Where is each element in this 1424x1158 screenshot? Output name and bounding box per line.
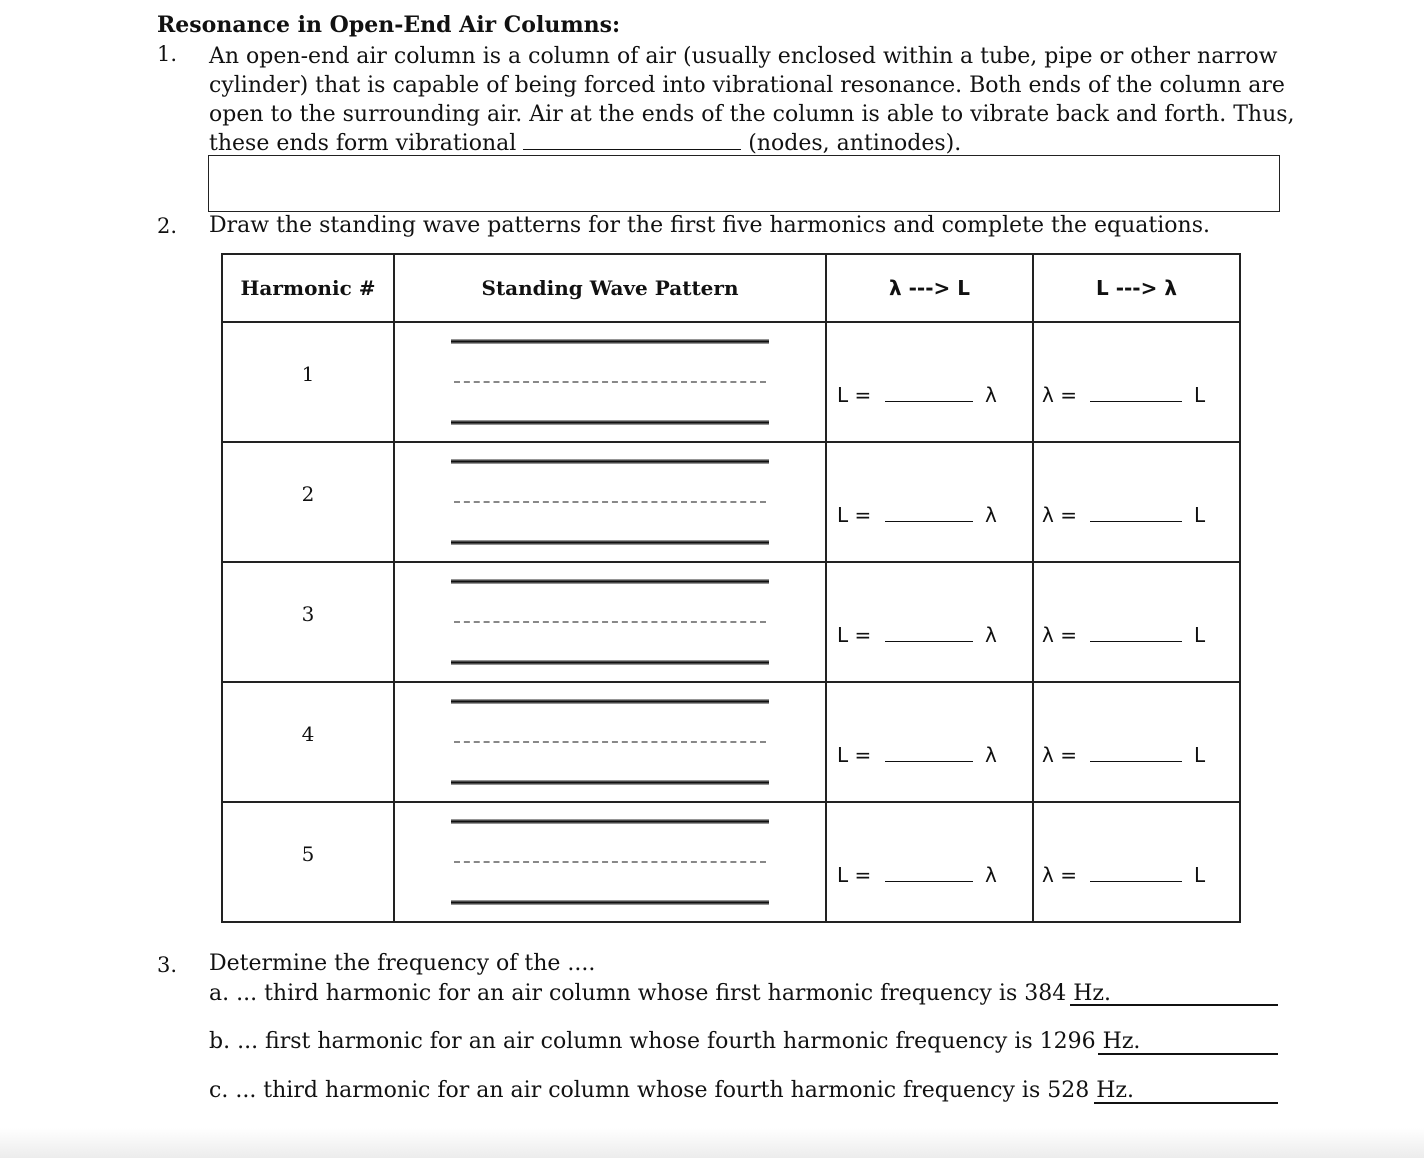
lambda-answer-blank[interactable] [1090, 623, 1182, 647]
lambda-equals-label: λ = [1042, 383, 1077, 407]
lambda-equals-label: λ = [1042, 863, 1077, 887]
tube-top-wall [451, 819, 769, 824]
lambda-answer-blank[interactable] [1090, 743, 1182, 767]
tube-center-line [454, 621, 766, 623]
harmonic-number: 3 [301, 602, 315, 626]
q3-part-label: b. [209, 1029, 231, 1054]
harmonic-number: 1 [301, 362, 315, 386]
q3-a-answer-line[interactable] [1070, 1004, 1278, 1006]
lambda-to-L-cell [826, 802, 1033, 922]
q1-line-2: cylinder) that is capable of being forced into vibrational resonance. Both ends of the column are [209, 73, 1285, 98]
L-to-lambda-cell [1033, 562, 1240, 682]
q1-line-3: open to the surrounding air. Air at the ends of the column is able to vibrate back and forth. Thus, [209, 102, 1295, 127]
lambda-to-L-cell [826, 682, 1033, 802]
L-symbol: L [1194, 503, 1206, 527]
pattern-cell[interactable] [394, 562, 826, 682]
table-row [222, 682, 1240, 802]
q1-line-4-suffix: (nodes, antinodes). [748, 131, 962, 156]
q3-part-label: c. [209, 1078, 229, 1103]
harmonic-cell [222, 802, 394, 922]
lambda-symbol: λ [985, 503, 997, 527]
header-L-to-lambda: L ---> λ [1033, 254, 1240, 322]
tube-top-wall [451, 459, 769, 464]
L-answer-blank[interactable] [885, 383, 973, 407]
pattern-cell[interactable] [394, 442, 826, 562]
tube-top-wall [451, 579, 769, 584]
lambda-answer-blank[interactable] [1090, 503, 1182, 527]
harmonic-cell [222, 562, 394, 682]
harmonic-number: 5 [301, 842, 315, 866]
tube-bottom-wall [451, 540, 769, 545]
L-answer-blank[interactable] [885, 863, 973, 887]
open-tube-diagram [451, 819, 771, 905]
page-bottom-shadow [0, 1128, 1424, 1158]
q2-text: Draw the standing wave patterns for the first five harmonics and complete the equations. [209, 213, 1210, 238]
lambda-symbol: λ [985, 863, 997, 887]
lambda-to-L-cell [826, 562, 1033, 682]
L-equals-label: L = [837, 623, 872, 647]
L-equals-label: L = [837, 743, 872, 767]
lambda-equals-label: λ = [1042, 503, 1077, 527]
tube-center-line [454, 381, 766, 383]
L-answer-blank[interactable] [885, 503, 973, 527]
q3-part-b [209, 1029, 1140, 1054]
q1-answer-blank[interactable] [523, 129, 741, 150]
q1-line-4 [209, 129, 1289, 158]
worksheet-title: Resonance in Open-End Air Columns: [157, 12, 621, 38]
L-symbol: L [1194, 863, 1206, 887]
lambda-equals-label: λ = [1042, 743, 1077, 767]
L-symbol: L [1194, 383, 1206, 407]
tube-top-wall [451, 339, 769, 344]
tube-center-line [454, 501, 766, 503]
table-row [222, 562, 1240, 682]
q3-text: Determine the frequency of the .... [209, 951, 596, 976]
harmonics-table [221, 253, 1241, 923]
L-answer-blank[interactable] [885, 623, 973, 647]
lambda-symbol: λ [985, 743, 997, 767]
pattern-cell[interactable] [394, 682, 826, 802]
L-to-lambda-cell [1033, 802, 1240, 922]
q3-number: 3. [157, 953, 178, 977]
harmonic-cell [222, 442, 394, 562]
L-equals-label: L = [837, 383, 872, 407]
table-row [222, 802, 1240, 922]
header-pattern: Standing Wave Pattern [394, 254, 826, 322]
lambda-to-L-cell [826, 442, 1033, 562]
lambda-answer-blank[interactable] [1090, 863, 1182, 887]
q3-b-answer-line[interactable] [1098, 1053, 1278, 1055]
q1-line-1: An open-end air column is a column of air (usually enclosed within a tube, pipe or other narrow [209, 44, 1278, 69]
q3-part-text: ... third harmonic for an air column whose fourth harmonic frequency is 528 Hz. [235, 1078, 1134, 1103]
pattern-cell[interactable] [394, 802, 826, 922]
q1-paragraph [209, 42, 1295, 158]
L-symbol: L [1194, 743, 1206, 767]
L-to-lambda-cell [1033, 322, 1240, 442]
tube-top-wall [451, 699, 769, 704]
table-header-row [222, 254, 1240, 322]
lambda-symbol: λ [985, 383, 997, 407]
lambda-symbol: λ [985, 623, 997, 647]
tube-bottom-wall [451, 780, 769, 785]
pattern-cell[interactable] [394, 322, 826, 442]
tube-center-line [454, 861, 766, 863]
tube-bottom-wall [451, 420, 769, 425]
L-to-lambda-cell [1033, 682, 1240, 802]
header-lambda-to-L: λ ---> L [826, 254, 1033, 322]
L-to-lambda-cell [1033, 442, 1240, 562]
open-tube-diagram [451, 339, 771, 425]
q3-part-text: ... first harmonic for an air column whose fourth harmonic frequency is 1296 Hz. [237, 1029, 1141, 1054]
q3-part-label: a. [209, 981, 230, 1006]
L-equals-label: L = [837, 863, 872, 887]
harmonic-cell [222, 322, 394, 442]
L-answer-blank[interactable] [885, 743, 973, 767]
L-equals-label: L = [837, 503, 872, 527]
table-row [222, 322, 1240, 442]
open-tube-diagram [451, 459, 771, 545]
q1-number: 1. [157, 42, 178, 66]
lambda-equals-label: λ = [1042, 623, 1077, 647]
q3-part-a [209, 981, 1111, 1006]
L-symbol: L [1194, 623, 1206, 647]
harmonic-cell [222, 682, 394, 802]
q3-c-answer-line[interactable] [1094, 1102, 1278, 1104]
harmonic-number: 4 [301, 722, 315, 746]
q3-part-text: ... third harmonic for an air column whose first harmonic frequency is 384 Hz. [236, 981, 1112, 1006]
q1-line-4-prefix: these ends form vibrational [209, 131, 517, 156]
tube-bottom-wall [451, 900, 769, 905]
lambda-answer-blank[interactable] [1090, 383, 1182, 407]
lambda-to-L-cell [826, 322, 1033, 442]
open-tube-diagram [451, 699, 771, 785]
header-harmonic: Harmonic # [222, 254, 394, 322]
open-tube-diagram [451, 579, 771, 665]
table-row [222, 442, 1240, 562]
tube-center-line [454, 741, 766, 743]
tube-bottom-wall [451, 660, 769, 665]
q2-number: 2. [157, 214, 178, 238]
q1-answer-box[interactable] [208, 155, 1280, 212]
harmonic-number: 2 [301, 482, 315, 506]
q3-part-c [209, 1078, 1134, 1103]
